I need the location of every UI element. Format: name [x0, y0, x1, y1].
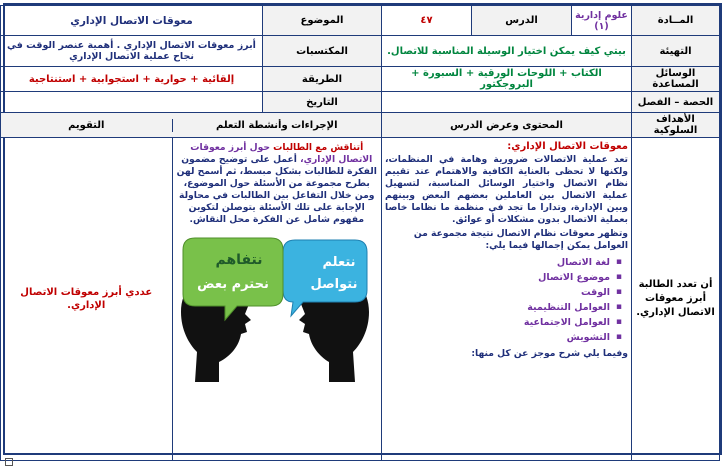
list-item: ▪ موضوع الاتصال — [385, 270, 610, 285]
aids-value: الكتاب + اللوحات الورقية + السبورة + البروجكتور — [382, 67, 632, 92]
objectives-header: الأهداف السلوكية — [632, 113, 720, 138]
list-item: ▪ التشويش — [385, 330, 610, 345]
method-label: الطريقة — [262, 67, 381, 92]
gains-label: المكتسبات — [262, 36, 381, 67]
bubble-left-line2: نحترم بعض — [197, 277, 270, 292]
dialogue-illustration — [179, 234, 374, 382]
method-value: إلقائية + حوارية + استجوابية + استنتاجية — [0, 67, 262, 92]
content-title: معوقات الاتصال الإداري: — [507, 141, 628, 152]
bubble-right-line1: نتعلم — [322, 255, 356, 270]
content-paragraph: تعد عملية الاتصالات ضرورية وهامة في المنظمات، ولكنها لا تحظى بالعناية الكافية والاهتمام عند تقييم نظام الاتصال واختيار الوسائل المناسبة، لتسهيل عملية الاتصال بين العاملين بعضهم البعض وبينهم وبين الإدارة، وتدارا ما تجد في منظمة ما نظاما خاصا بعملية الاتصال بدون مشكلات أو عوائق. — [385, 154, 628, 225]
topic-label: الموضوع — [262, 6, 381, 36]
lesson-plan-table — [0, 5, 720, 461]
activities-mid: حول أبرز معوقات الاتصال الإداري، — [190, 142, 373, 165]
right-headers — [0, 113, 381, 138]
page-corner-mark — [5, 458, 13, 466]
date-label: التاريخ — [262, 92, 381, 113]
activities-lead: أتناقش مع الطالبات — [273, 142, 364, 153]
date-value — [0, 92, 262, 113]
activities-cell — [172, 138, 381, 460]
factors-intro: وتظهر معوقات نظام الاتصال نتيجة مجموعة من العوامل يمكن إجمالها فيما يلي: — [413, 228, 628, 251]
bubble-right-line2: نتواصل — [310, 277, 358, 292]
period-value — [382, 92, 632, 113]
objective-cell: أن تعدد الطالبة أبرز معوقات الاتصال الإداري. — [632, 138, 720, 461]
activities-header: الإجراءات وأنشطة التعلم — [172, 119, 381, 132]
factors-list — [385, 255, 628, 345]
period-label: الحصة – الفصل — [632, 92, 720, 113]
intro-value: بيتي كيف يمكن اختيار الوسيلة المناسبة للاتصال. — [382, 36, 632, 67]
content-cell — [382, 138, 632, 461]
content-header: المحتوى وعرض الدرس — [382, 113, 632, 138]
evaluation-cell: عددي أبرز معوقات الاتصال الإداري. — [20, 287, 153, 311]
topic-value: معوقات الاتصال الإداري — [0, 6, 262, 36]
list-item: ▪ العوامل الاجتماعية — [385, 315, 610, 330]
lesson-plan-sheet — [3, 3, 722, 455]
subject-label: المــادة — [632, 6, 720, 36]
right-body — [0, 138, 381, 461]
aids-label: الوسائل المساعدة — [632, 67, 720, 92]
content-closing: وفيما يلي شرح موجز عن كل منها: — [471, 348, 628, 359]
lesson-label: الدرس — [472, 6, 572, 36]
subject-value: علوم إدارية (١) — [572, 6, 632, 36]
list-item: ▪ الوقت — [385, 285, 610, 300]
evaluation-header: التقويم — [1, 119, 172, 132]
lesson-number: ٤٧ — [382, 6, 472, 36]
gains-value: أبرز معوقات الاتصال الإداري . أهمية عنصر الوقت في نجاح عملية الاتصال الإداري — [0, 36, 262, 67]
list-item: ▪ لغة الاتصال — [385, 255, 610, 270]
activities-text — [177, 142, 378, 226]
bubble-left-line1: نتفاهم — [215, 252, 263, 268]
intro-label: التهيئة — [632, 36, 720, 67]
activities-rest: أعمل على توضيح مضمون الفكرة للطالبات بشكل مبسط، ثم أسمح لهن بطرح مجموعة من الأسئلة حول الموضوع، ومن خلال التفاعل بين الطالبات في محاولة الإجابة على تلك الأسئلة يتوصلن لتكوين مفهوم شامل عن الفكرة محل النقاش. — [176, 154, 377, 225]
list-item: ▪ العوامل التنظيمية — [385, 300, 610, 315]
